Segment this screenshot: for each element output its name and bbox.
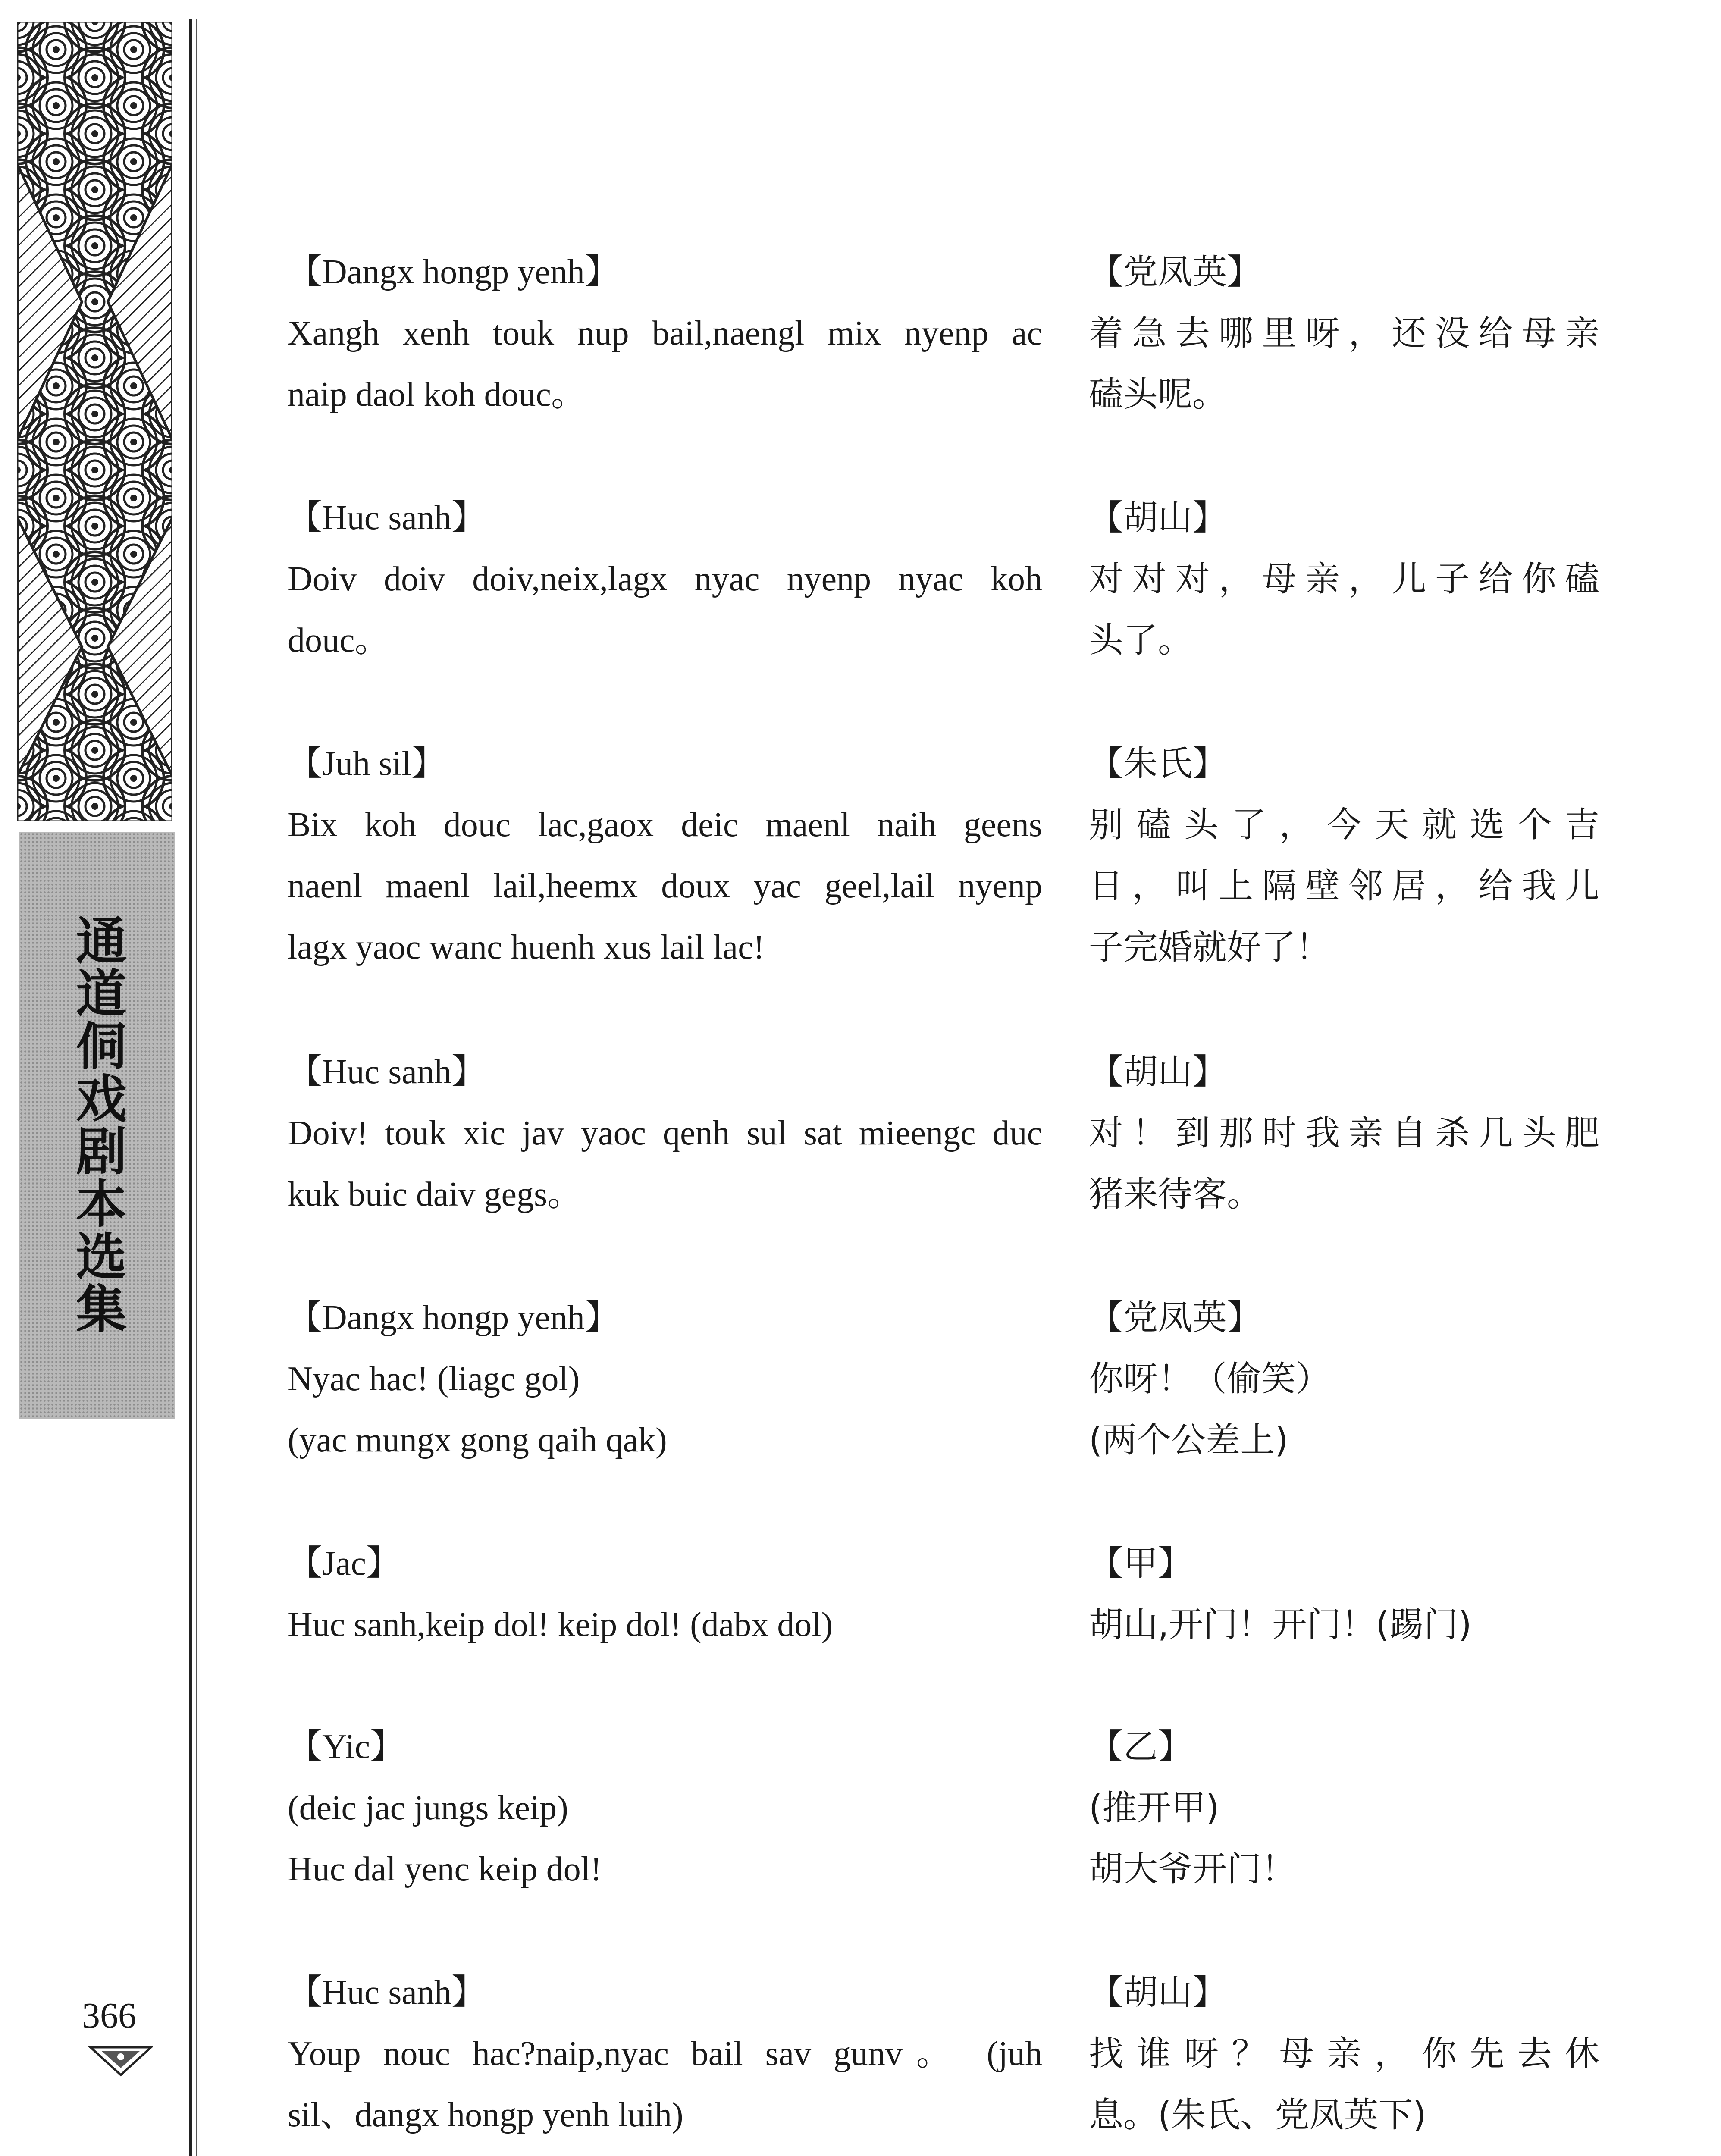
chinese-column	[1089, 1533, 1602, 1655]
speaker-name-dong: 【Yic】	[288, 1728, 405, 1766]
page-ornament-icon	[88, 2044, 153, 2081]
chinese-text-line: 息。(朱氏、党凤英下)	[1089, 2095, 1426, 2135]
chinese-column	[1089, 241, 1602, 425]
speaker-name-dong: 【Dangx hongp yenh】	[288, 253, 619, 291]
dong-text-line: Xangh xenh touk nup bail,naengl mix nyenp ac	[288, 314, 1042, 352]
dong-column	[288, 487, 1042, 671]
chinese-column	[1089, 1041, 1602, 1225]
dong-text-line: lagx yaoc wanc huenh xus lail lac!	[288, 928, 765, 966]
chinese-text-line: 猪来待客。	[1089, 1174, 1261, 1214]
chinese-text-line: 子完婚就好了！	[1089, 927, 1330, 967]
book-title-panel	[19, 832, 175, 1419]
chinese-text-line: 磕头呢。	[1089, 374, 1227, 414]
speaker-name-dong: 【Juh sil】	[288, 745, 446, 783]
speaker-name-dong: 【Dangx hongp yenh】	[288, 1299, 619, 1337]
chinese-text-line: 对对对，母亲，儿子给你磕	[1089, 559, 1602, 599]
speaker-name-zh: 【朱氏】	[1089, 743, 1227, 783]
dong-text-line: Huc dal yenc keip dol!	[288, 1850, 602, 1888]
dong-text-line: naip daol koh douc。	[288, 376, 586, 414]
dong-column	[288, 1962, 1042, 2146]
chinese-text-line: (推开甲)	[1089, 1788, 1219, 1828]
dong-text-line: Bix koh douc lac,gaox deic maenl naih geens	[288, 806, 1042, 844]
dialogue-entry	[288, 1716, 1646, 1962]
dong-column	[288, 241, 1042, 425]
chinese-text-line: 日，叫上隔壁邻居，给我儿	[1089, 866, 1602, 906]
dong-column	[288, 1041, 1042, 1225]
chinese-text-line: 着急去哪里呀，还没给母亲	[1089, 313, 1602, 353]
speaker-name-dong: 【Huc sanh】	[288, 1053, 486, 1091]
chinese-text-line: 找谁呀？母亲，你先去休	[1089, 2034, 1602, 2074]
dong-text-line: Doiv doiv doiv,neix,lagx nyac nyenp nyac koh	[288, 560, 1042, 598]
dong-column	[288, 1716, 1042, 1900]
chinese-column	[1089, 487, 1602, 671]
speaker-name-zh: 【胡山】	[1089, 1052, 1227, 1092]
dialogue-entry	[288, 1962, 1646, 2156]
dong-text-line: (yac mungx gong qaih qak)	[288, 1421, 667, 1459]
chinese-text-line: 头了。	[1089, 620, 1192, 660]
dialogue-entry	[288, 487, 1646, 733]
cloud-pattern-icon	[17, 22, 172, 821]
dong-text-line: sil、dangx hongp yenh luih)	[288, 2096, 683, 2134]
dong-text-line: Doiv! touk xic jav yaoc qenh sul sat mieengc duc	[288, 1114, 1042, 1152]
chinese-text-line: 别磕头了，今天就选个吉	[1089, 805, 1602, 845]
speaker-name-dong: 【Huc sanh】	[288, 1974, 486, 2012]
dong-text-line: kuk buic daiv gegs。	[288, 1175, 582, 1213]
dialogue-body	[288, 241, 1646, 2156]
dong-column	[288, 1533, 1042, 1655]
dong-column	[288, 1287, 1042, 1471]
dong-column	[288, 733, 1042, 978]
dong-text-line: (deic jac jungs keip)	[288, 1789, 568, 1827]
speaker-name-zh: 【党凤英】	[1089, 1297, 1261, 1338]
speaker-name-zh: 【党凤英】	[1089, 252, 1261, 292]
speaker-name-dong: 【Jac】	[288, 1545, 401, 1583]
dialogue-entry	[288, 241, 1646, 487]
speaker-name-zh: 【甲】	[1089, 1543, 1192, 1583]
speaker-name-zh: 【乙】	[1089, 1727, 1192, 1767]
dong-text-line: Nyac hac! (liagc gol)	[288, 1360, 580, 1398]
chinese-text-line: 你呀！（偷笑）	[1089, 1359, 1330, 1399]
chinese-column	[1089, 1287, 1602, 1471]
chinese-text-line: 胡大爷开门！	[1089, 1849, 1296, 1889]
chinese-text-line: 对！到那时我亲自杀几头肥	[1089, 1113, 1602, 1153]
dong-text-line: Huc sanh,keip dol! keip dol! (dabx dol)	[288, 1606, 833, 1644]
speaker-name-zh: 【胡山】	[1089, 1972, 1227, 2012]
chinese-column	[1089, 733, 1602, 978]
chinese-text-line: 胡山,开门！开门！(踢门)	[1089, 1604, 1472, 1645]
dialogue-entry	[288, 733, 1646, 1041]
speaker-name-zh: 【胡山】	[1089, 498, 1227, 538]
dong-text-line: douc。	[288, 621, 389, 659]
vertical-rule-right	[196, 19, 197, 2156]
cloud-pattern-band	[17, 22, 172, 821]
chinese-text-line: (两个公差上)	[1089, 1420, 1288, 1460]
dong-text-line: Youp nouc hac?naip,nyac bail sav gunv。 (juh	[288, 2035, 1042, 2073]
dialogue-entry	[288, 1041, 1646, 1287]
dong-text-line: naenl maenl lail,heemx doux yac geel,lail nyenp	[288, 867, 1042, 905]
vertical-rule-left	[189, 19, 192, 2156]
book-title: 通道侗戏剧本选集	[67, 914, 127, 1335]
dialogue-entry	[288, 1533, 1646, 1716]
chinese-column	[1089, 1962, 1602, 2146]
dialogue-entry	[288, 1287, 1646, 1533]
chinese-column	[1089, 1716, 1602, 1900]
speaker-name-dong: 【Huc sanh】	[288, 499, 486, 537]
page-number: 366	[82, 1996, 136, 2036]
